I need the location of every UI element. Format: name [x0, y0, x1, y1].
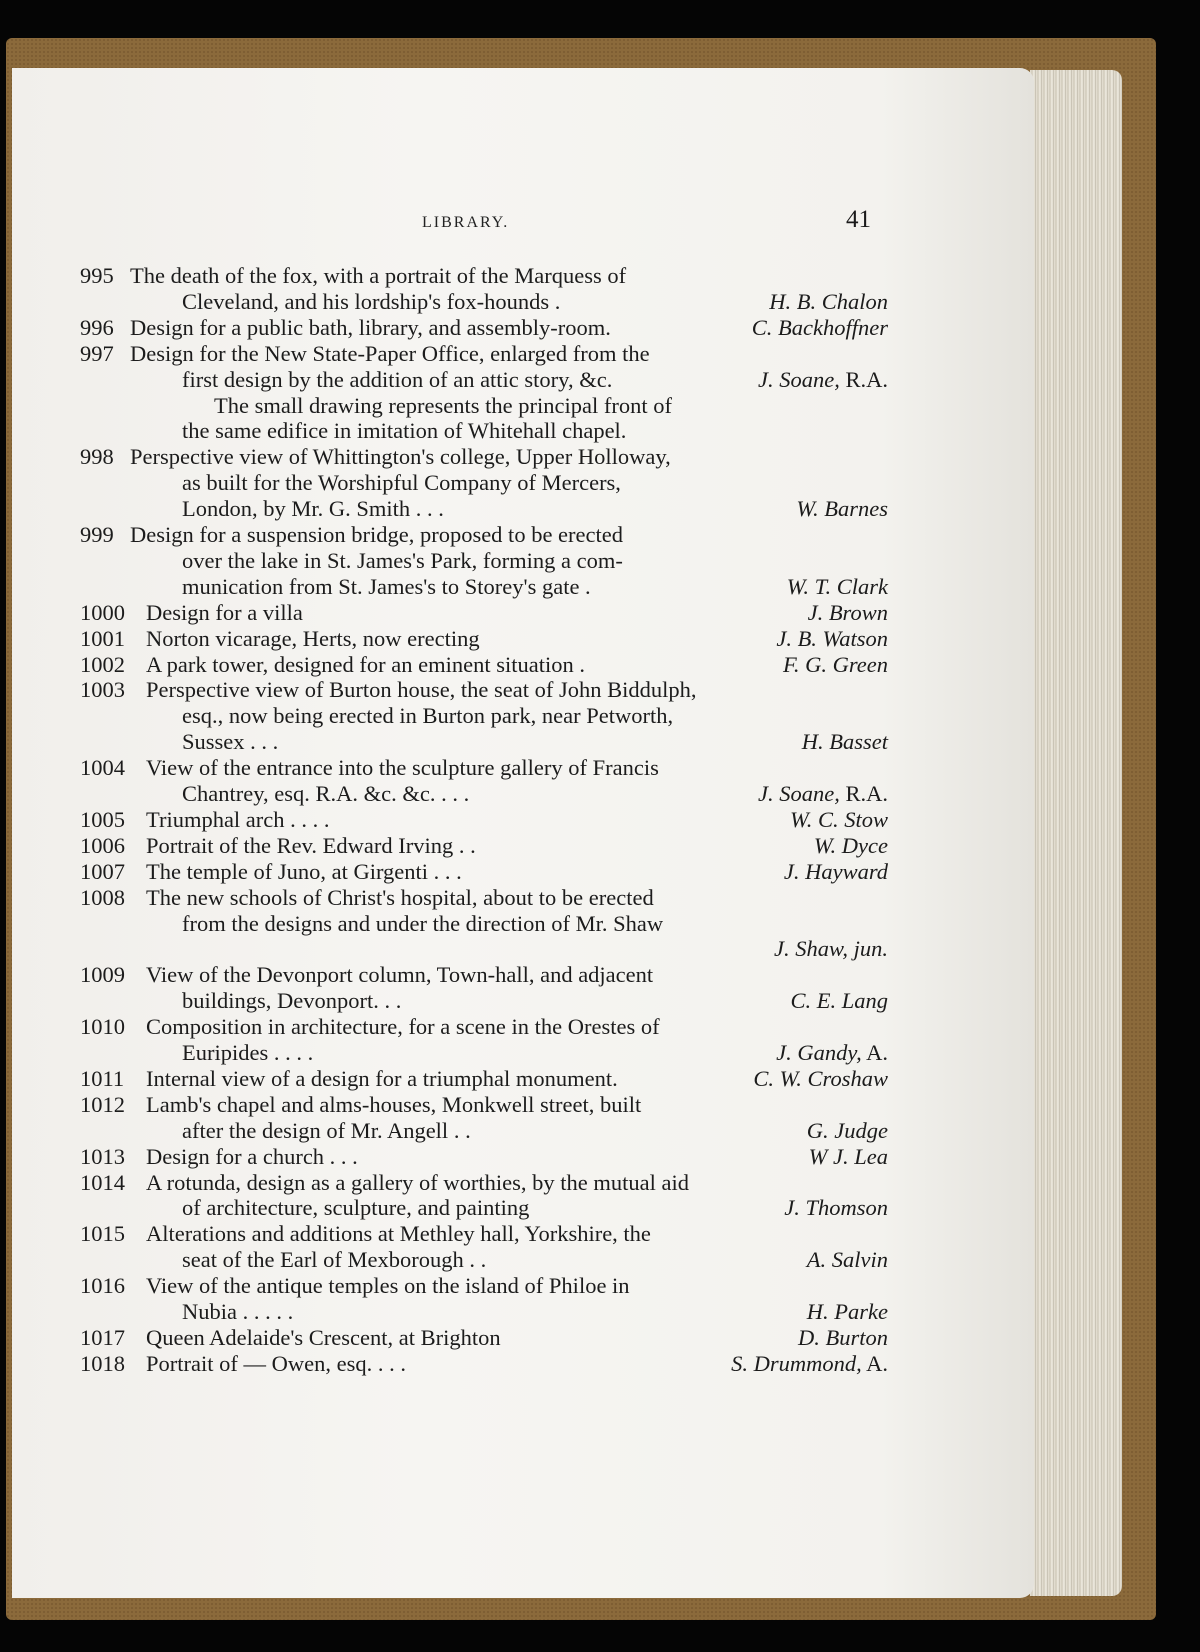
entry-line — [0, 728, 1200, 755]
entry-title: Sussex . . . — [182, 729, 279, 755]
entry-title: Perspective view of Whittington's college, Upper Holloway, — [130, 444, 671, 470]
author-name: C. E. Lang — [790, 988, 888, 1014]
entry-title: The new schools of Christ's hospital, about to be erected — [146, 884, 654, 910]
entry-number: 1004 — [80, 755, 125, 781]
entry-line — [0, 495, 1200, 522]
entry-number: 1013 — [80, 1143, 125, 1169]
entry-author — [807, 1117, 888, 1144]
entry-number: 1018 — [80, 1350, 125, 1376]
running-title: LIBRARY. — [422, 214, 510, 231]
entry-number: 1017 — [80, 1324, 125, 1350]
entry-author — [787, 573, 888, 600]
entry-line — [0, 1117, 1200, 1144]
entry-author — [753, 1065, 888, 1092]
author-suffix: A. — [861, 1040, 888, 1065]
entry-line — [0, 935, 1200, 962]
entry-line — [0, 910, 1200, 937]
entry-title: Design for a suspension bridge, proposed to be erected — [130, 522, 623, 547]
entry-line — [0, 858, 1200, 885]
author-name: J. B. Watson — [776, 625, 888, 651]
entry-author — [752, 314, 888, 341]
entry-title: View of the Devonport column, Town-hall, and adjacent — [146, 962, 654, 988]
entry-number: 999 — [80, 522, 114, 547]
entry-author — [807, 1246, 888, 1273]
page-header — [0, 204, 1200, 244]
entry-number: 1014 — [80, 1169, 125, 1195]
author-name: W. Dyce — [813, 832, 888, 858]
entry-line — [0, 676, 1200, 703]
author-name: H. Basset — [801, 729, 888, 755]
entry-line — [0, 832, 1200, 859]
entry-title: Perspective view of Burton house, the seat of John Biddulph, — [146, 677, 697, 703]
entry-author — [776, 625, 888, 652]
entry-title: esq., now being erected in Burton park, near Petworth, — [182, 703, 674, 729]
entry-author — [790, 806, 888, 833]
entry-author — [774, 935, 888, 962]
entry-title: of architecture, sculpture, and painting — [182, 1195, 530, 1221]
entry-title: buildings, Devonport. . . — [182, 988, 402, 1014]
entry-number: 1009 — [80, 962, 125, 988]
entry-line — [0, 651, 1200, 678]
entry-note-line — [0, 392, 1200, 419]
entry-title: Cleveland, and his lordship's fox-hounds . — [182, 288, 561, 314]
entry-author — [784, 858, 888, 885]
entry-line — [0, 469, 1200, 496]
entry-title: The death of the fox, with a portrait of the Marquess of — [130, 263, 627, 288]
entry-line — [0, 1143, 1200, 1170]
entry-title: munication from St. James's to Storey's gate . — [182, 573, 591, 599]
page-number: 41 — [846, 206, 871, 233]
author-name: H. B. Chalon — [769, 288, 888, 314]
entry-title: A park tower, designed for an eminent situation . — [146, 651, 585, 677]
entry-line — [0, 702, 1200, 729]
entry-line — [0, 547, 1200, 574]
entry-title: Nubia . . . . . — [182, 1299, 294, 1324]
entry-number: 1008 — [80, 884, 125, 910]
author-suffix: R.A. — [839, 366, 888, 392]
entry-line — [0, 1324, 1200, 1351]
entry-number: 1005 — [80, 806, 125, 832]
entry-title: Lamb's chapel and alms-houses, Monkwell street, built — [146, 1091, 642, 1117]
entry-author — [758, 780, 888, 807]
entry-number: 995 — [80, 263, 114, 288]
entry-number: 998 — [80, 444, 114, 470]
entry-title: Internal view of a design for a triumphal monument. — [146, 1065, 618, 1091]
author-name: J. Shaw, jun. — [774, 936, 888, 962]
entry-title: View of the entrance into the sculpture gallery of Francis — [146, 755, 659, 781]
entry-title: Design for a church . . . — [146, 1143, 358, 1169]
entry-line — [0, 1091, 1200, 1118]
entry-number: 1010 — [80, 1014, 125, 1040]
entry-line — [0, 625, 1200, 652]
author-suffix: R.A. — [839, 781, 888, 806]
entry-author — [758, 366, 888, 393]
entry-line — [0, 340, 1200, 367]
entry-title: Design for a public bath, library, and assembly-room. — [130, 314, 611, 340]
author-name: J. Soane, — [758, 781, 840, 806]
entry-line — [0, 262, 1200, 289]
author-name: F. G. Green — [783, 651, 888, 677]
entry-author — [796, 495, 888, 522]
entry-line — [0, 1298, 1200, 1325]
entry-number: 1006 — [80, 832, 125, 858]
entry-line — [0, 987, 1200, 1014]
author-name: S. Drummond, — [731, 1350, 862, 1376]
entry-number: 1007 — [80, 858, 125, 884]
author-name: C. Backhoffner — [751, 314, 888, 340]
author-name: W. Barnes — [796, 496, 888, 522]
entry-line — [0, 366, 1200, 393]
author-suffix: A. — [861, 1350, 888, 1376]
entry-number: 1012 — [80, 1091, 125, 1117]
entry-title: first design by the addition of an attic story, &c. — [182, 366, 613, 392]
entry-title: after the design of Mr. Angell . . — [182, 1117, 471, 1143]
entry-line — [0, 1220, 1200, 1247]
entry-title: from the designs and under the direction of Mr. Shaw — [182, 910, 664, 936]
entry-number: 996 — [80, 314, 114, 340]
entry-title: Euripides . . . . — [182, 1040, 314, 1065]
entry-author — [802, 728, 888, 755]
entry-number: 1003 — [80, 677, 125, 703]
entry-title: over the lake in St. James's Park, forming a com- — [182, 547, 623, 573]
entry-title: Design for a villa — [146, 599, 303, 625]
entry-line — [0, 314, 1200, 341]
entry-author — [784, 1194, 888, 1221]
entry-title: A rotunda, design as a gallery of worthies, by the mutual aid — [146, 1169, 689, 1195]
entry-number: 1001 — [80, 625, 125, 651]
entry-author — [731, 1350, 888, 1377]
entry-title: Alterations and additions at Methley hall, Yorkshire, the — [146, 1221, 651, 1247]
entry-author — [790, 987, 888, 1014]
author-name: J. Brown — [807, 599, 888, 625]
entry-line — [0, 1272, 1200, 1299]
entry-line — [0, 288, 1200, 315]
entry-number: 1015 — [80, 1221, 125, 1247]
author-name: J. Soane, — [758, 366, 840, 392]
entry-title: Portrait of — Owen, esq. . . . — [146, 1350, 406, 1376]
entry-line — [0, 1169, 1200, 1196]
entry-line — [0, 1246, 1200, 1273]
entry-author — [776, 1039, 888, 1066]
entry-author — [808, 599, 888, 626]
entry-author — [783, 651, 888, 678]
entry-title: as built for the Worshipful Company of Mercers, — [182, 470, 621, 496]
entry-line — [0, 1065, 1200, 1092]
entry-title: London, by Mr. G. Smith . . . — [182, 496, 444, 522]
author-name: D. Burton — [798, 1324, 888, 1350]
entry-title: Norton vicarage, Herts, now erecting — [146, 625, 480, 651]
author-name: W J. Lea — [808, 1143, 888, 1169]
entry-title: Design for the New State-Paper Office, enlarged from the — [130, 340, 650, 366]
entry-title: Queen Adelaide's Crescent, at Brighton — [146, 1324, 501, 1350]
author-name: W. T. Clark — [786, 573, 888, 599]
entry-number: 1002 — [80, 651, 125, 677]
author-name: G. Judge — [806, 1117, 888, 1143]
author-name: A. Salvin — [806, 1247, 888, 1273]
entry-note: the same edifice in imitation of Whitehall chapel. — [182, 418, 627, 444]
entry-line — [0, 806, 1200, 833]
entry-author — [809, 1143, 888, 1170]
entry-author — [769, 288, 888, 315]
entry-author — [814, 832, 888, 859]
entry-line — [0, 1350, 1200, 1377]
entry-line — [0, 754, 1200, 781]
entry-note-line — [0, 417, 1200, 444]
entry-line — [0, 573, 1200, 600]
author-name: H. Parke — [806, 1299, 888, 1324]
entry-line — [0, 780, 1200, 807]
entry-number: 1011 — [80, 1065, 125, 1091]
entry-line — [0, 1039, 1200, 1066]
entry-author — [798, 1324, 888, 1351]
entry-author — [807, 1298, 888, 1325]
entry-title: Portrait of the Rev. Edward Irving . . — [146, 832, 476, 858]
author-name: J. Gandy, — [776, 1040, 862, 1065]
entry-number: 997 — [80, 340, 114, 366]
author-name: W. C. Stow — [790, 806, 888, 832]
entry-title: View of the antique temples on the island of Philoe in — [146, 1273, 630, 1299]
entry-line — [0, 521, 1200, 548]
entry-line — [0, 1194, 1200, 1221]
entry-line — [0, 443, 1200, 470]
entry-title: Chantrey, esq. R.A. &c. &c. . . . — [182, 781, 470, 806]
entry-title: Triumphal arch . . . . — [146, 806, 330, 832]
entry-note: The small drawing represents the principal front of — [214, 392, 672, 418]
entry-title: Composition in architecture, for a scene in the Orestes of — [146, 1014, 660, 1040]
entry-line — [0, 1013, 1200, 1040]
entry-number: 1000 — [80, 599, 125, 625]
entry-line — [0, 599, 1200, 626]
entry-title: seat of the Earl of Mexborough . . — [182, 1247, 487, 1273]
author-name: J. Thomson — [784, 1195, 888, 1221]
author-name: C. W. Croshaw — [753, 1065, 888, 1091]
entry-title: The temple of Juno, at Girgenti . . . — [146, 858, 462, 884]
entry-number: 1016 — [80, 1273, 125, 1299]
entry-line — [0, 961, 1200, 988]
author-name: J. Hayward — [783, 858, 888, 884]
entry-line — [0, 884, 1200, 911]
